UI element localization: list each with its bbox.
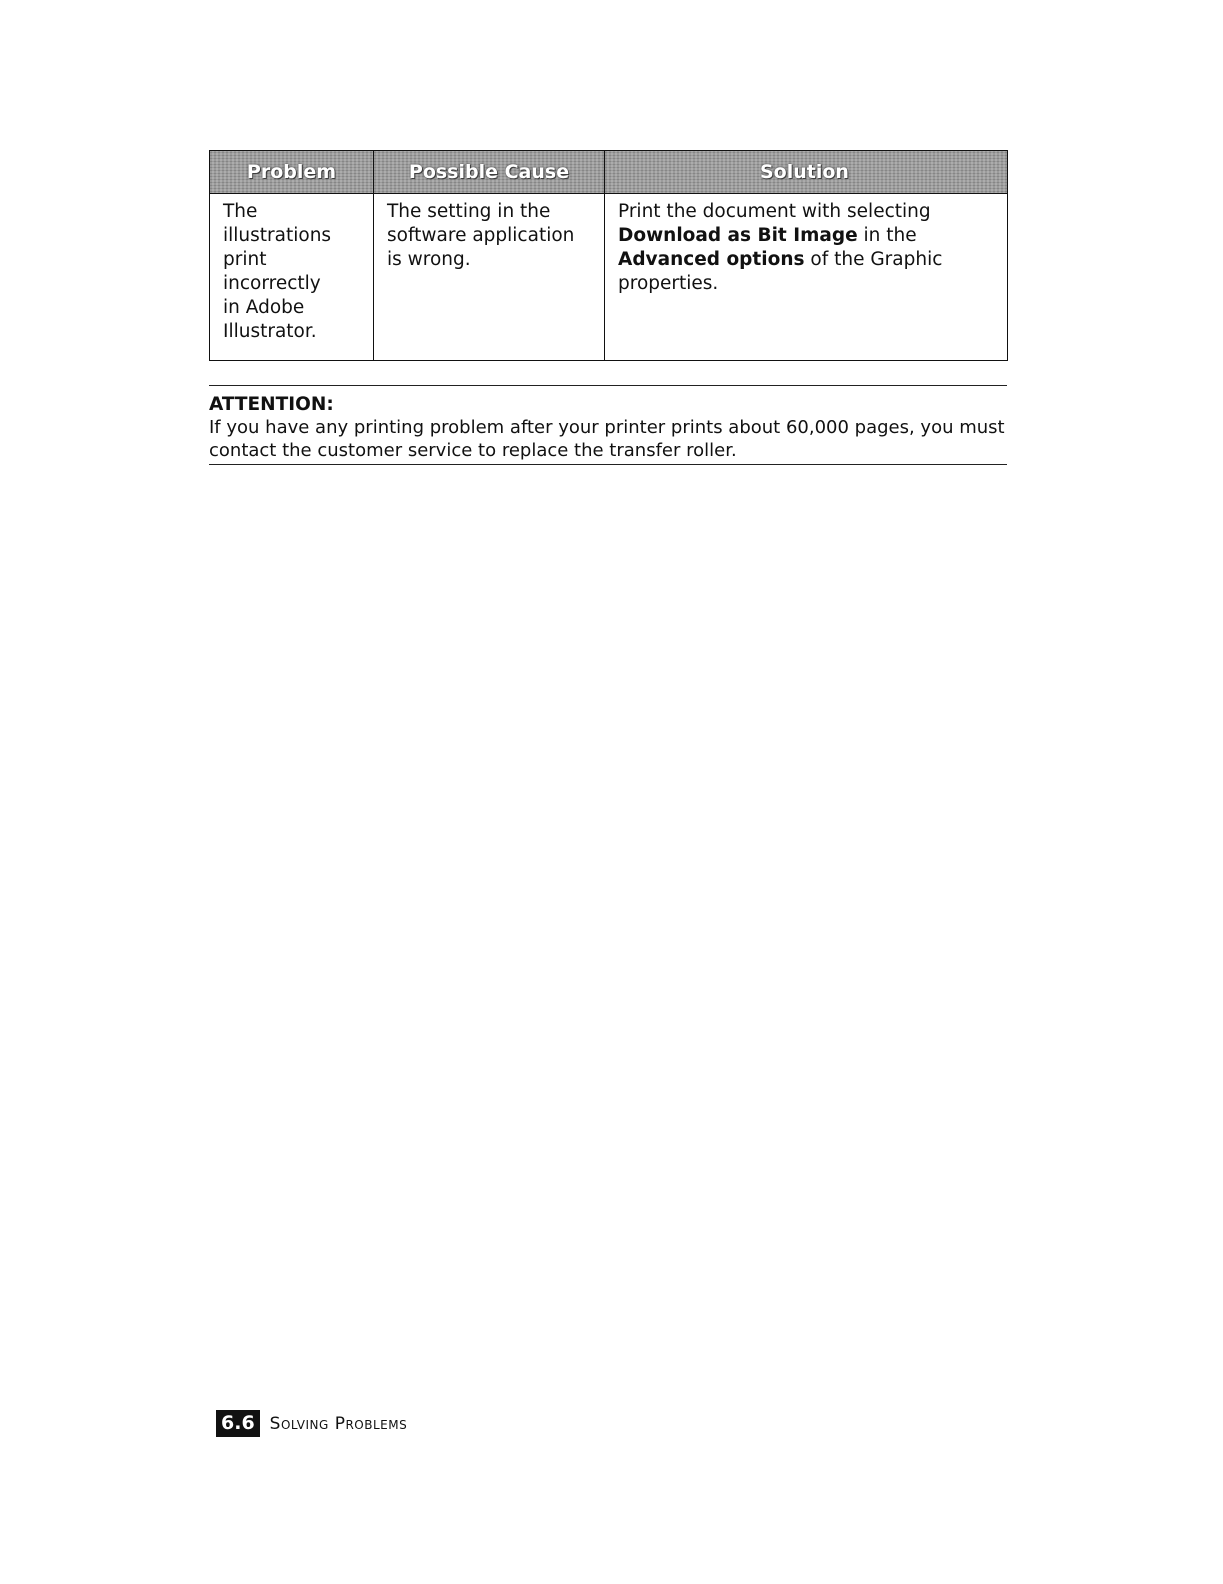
troubleshooting-table — [209, 150, 1008, 361]
page-number: 6.6 — [216, 1410, 260, 1437]
section-title: Solving Problems — [269, 1413, 408, 1434]
cause-cell: The setting in the software application is wrong. — [374, 194, 605, 361]
table-row — [210, 194, 1008, 361]
problem-cell: The illustrations print incorrectly in Adobe Illustrator. — [210, 194, 374, 361]
solution-cell — [605, 194, 1008, 361]
solution-option-download: Download as Bit Image — [618, 225, 858, 246]
solution-text: in the — [857, 225, 917, 246]
attention-bottom-rule — [209, 464, 1007, 465]
attention-top-rule — [209, 385, 1007, 386]
solution-text: Print the document with selecting — [618, 201, 931, 222]
solution-text: of the Graphic properties. — [618, 249, 943, 294]
header-possible-cause: Possible Cause — [374, 151, 605, 194]
page-footer — [216, 1410, 407, 1437]
solution-option-advanced: Advanced options — [618, 249, 805, 270]
header-solution: Solution — [605, 151, 1008, 194]
table-header-row — [210, 151, 1008, 194]
attention-title: ATTENTION: — [209, 394, 334, 415]
header-problem: Problem — [210, 151, 374, 194]
attention-text: If you have any printing problem after your printer prints about 60,000 pages, you must contact the customer service to replace the transfer roller. — [209, 417, 1005, 461]
